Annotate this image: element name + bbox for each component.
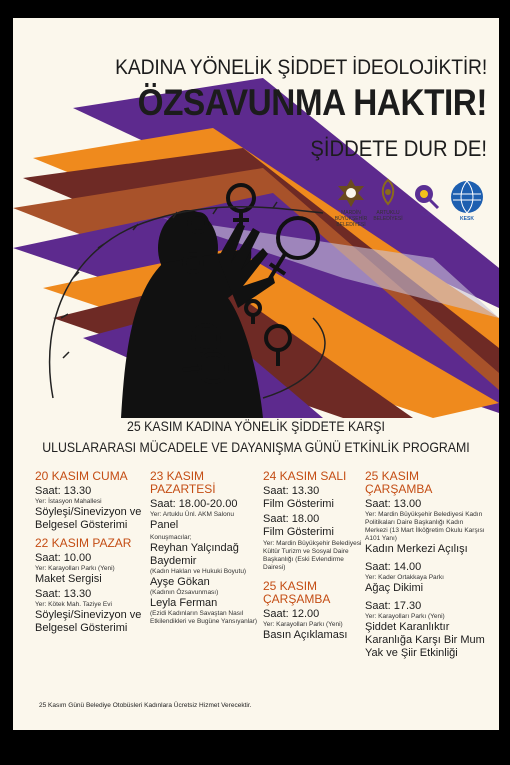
diagonal-stripes (13, 78, 499, 418)
poster (13, 18, 499, 730)
event-activity: Ağaç Dikimi (365, 582, 424, 594)
event-activity: Panel (150, 519, 179, 531)
schedule-column-3 (263, 470, 363, 647)
day-heading: 24 KASIM SALI (263, 469, 347, 483)
event-place: Yer: Karayolları Parkı (Yeni) (365, 613, 445, 620)
event-place: Yer: Kader Ortakkaya Parkı (365, 574, 444, 581)
program-title-line-1: 25 KASIM KADINA YÖNELİK ŞİDDETE KARŞI (127, 418, 385, 434)
event-activity: Kadın Merkezi Açılışı (365, 543, 468, 555)
event-time: Saat: 13.30 (35, 588, 92, 600)
kesk-logo (449, 180, 485, 222)
event-time: Saat: 18.00-20.00 (150, 498, 238, 510)
event-time: Saat: 13.30 (263, 485, 320, 497)
speaker-topic: (Kadın Hakları ve Hukuki Boyutu) (150, 568, 247, 575)
day-heading: 20 KASIM CUMA (35, 469, 128, 483)
speaker-name: Reyhan Yalçındağ Baydemir (150, 542, 239, 567)
schedule-column-1 (35, 470, 155, 640)
event-activity: Film Gösterimi (263, 498, 334, 510)
day-heading: 23 KASIM PAZARTESİ (150, 469, 216, 496)
event-activity: Söyleşi/Sinevizyon ve Belgesel Gösterimi (35, 609, 142, 634)
speaker-topic: (Kadının Özsavunması) (150, 589, 219, 596)
mardin-municipality-logo (331, 178, 371, 228)
event-time: Saat: 10.00 (35, 552, 92, 564)
speakers-label: Konuşmacılar; (150, 534, 192, 541)
event-activity: Maket Sergisi (35, 573, 102, 585)
event-activity: Film Gösterimi (263, 526, 334, 538)
logo-row (331, 178, 491, 238)
event-time: Saat: 13.00 (365, 498, 422, 510)
kja-logo-text: KJA (421, 212, 431, 218)
program-title-line-2: ULUSLARARASI MÜCADELE VE DAYANIŞMA GÜNÜ ETKİNLİK PROGRAMI (42, 439, 470, 455)
mardin-logo-text: MARDİN BÜYÜKŞEHİR BELEDİYESİ (334, 210, 368, 228)
event-time: Saat: 13.30 (35, 485, 92, 497)
headline-line-1: KADINA YÖNELİK ŞİDDET İDEOLOJİKTİR! (115, 56, 487, 79)
day-heading: 22 KASIM PAZAR (35, 536, 132, 550)
event-place: Yer: Artuklu Ünl. AKM Salonu (150, 511, 234, 518)
event-place: Yer: Mardin Büyükşehir Belediyesi Kültür Turizm ve Sosyal Daire Başkanlığı (Eski Evlendirme Dairesi) (263, 540, 362, 571)
event-activity: Basın Açıklaması (263, 629, 348, 641)
speaker-name: Leyla Ferman (150, 597, 218, 609)
day-heading: 25 KASIM ÇARŞAMBA (263, 579, 331, 606)
speaker-topic: (Ezidi Kadınların Savaştan Nasıl Etkilendikleri ve Bugüne Yansıyanlar) (150, 610, 258, 625)
kja-logo (409, 182, 443, 218)
event-activity: Şiddet Karanlıktır Karanlığa Karşı Bir Mum Yak ve Şiir Etkinliği (365, 621, 485, 659)
headline-line-2: ÖZSAVUNMA HAKTIR! (137, 82, 487, 123)
event-time: Saat: 12.00 (263, 608, 320, 620)
event-place: Yer: Kötek Mah. Taziye Evi (35, 601, 112, 608)
kesk-logo-text: KESK (460, 216, 474, 222)
event-place: Yer: Karayolları Parkı (Yeni) (263, 621, 343, 628)
event-place: Yer: Mardin Büyükşehir Belediyesi Kadın Politikaları Daire Başkanlığı Kadın Merkezi (13 Mart İlköğretim Okulu Karşısı A101 Yanı) (365, 511, 485, 542)
event-place: Yer: İstasyon Mahallesi (35, 498, 102, 505)
artuklu-municipality-logo (373, 178, 403, 222)
artuklu-logo-text: ARTUKLU BELEDİYESİ (373, 210, 403, 222)
event-activity: Söyleşi/Sinevizyon ve Belgesel Gösterimi (35, 506, 142, 531)
schedule-column-2 (150, 470, 262, 626)
day-heading: 25 KASIM ÇARŞAMBA (365, 469, 433, 496)
footer-note: 25 Kasım Günü Belediye Otobüsleri Kadınlara Ücretsiz Hizmet Verecektir. (39, 702, 252, 709)
event-time: Saat: 17.30 (365, 600, 422, 612)
event-time: Saat: 14.00 (365, 561, 422, 573)
schedule-column-4 (365, 470, 487, 665)
event-time: Saat: 18.00 (263, 513, 320, 525)
event-place: Yer: Karayolları Parkı (Yeni) (35, 565, 115, 572)
speaker-name: Ayşe Gökan (150, 576, 210, 588)
headline-line-3: ŞİDDETE DUR DE! (310, 136, 487, 161)
